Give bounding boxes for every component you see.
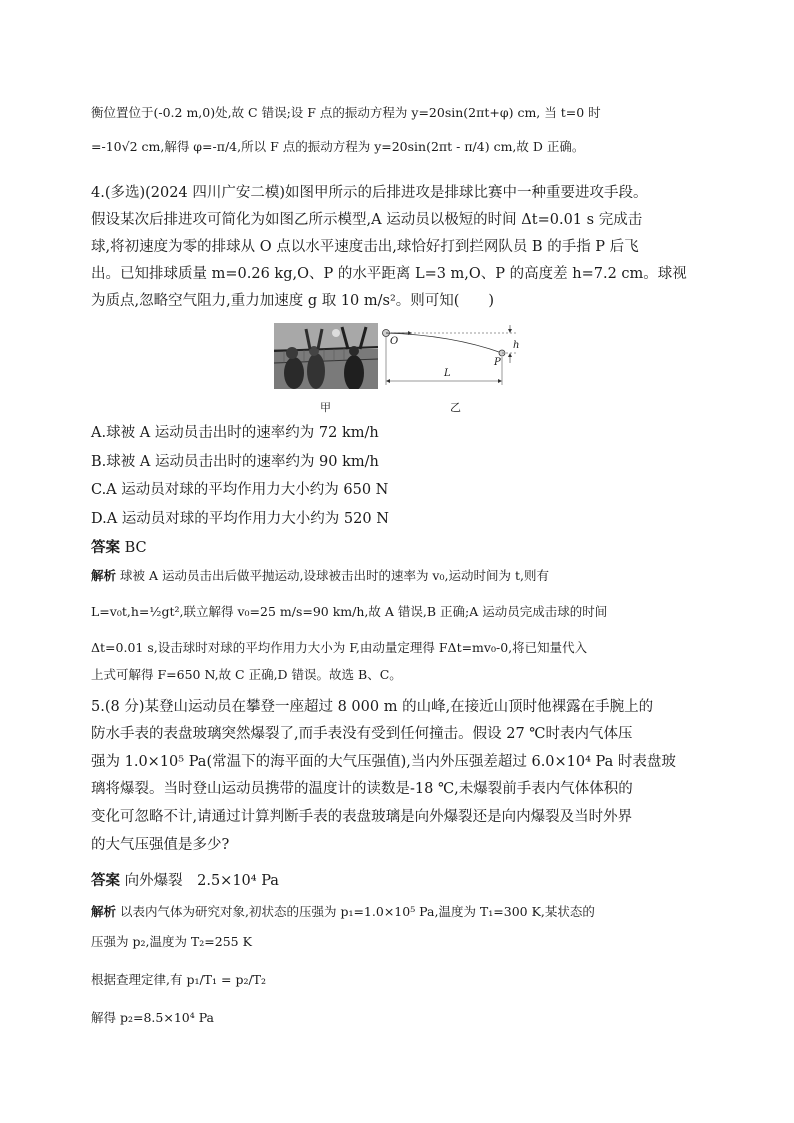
answer-value: 向外爆裂 2.5×10⁴ Pa (124, 873, 279, 889)
volleyball-photo (274, 323, 378, 389)
q5-answer (91, 869, 724, 890)
q4-solution-line-3: Δt=0.01 s,设击球时对球的平均作用力大小为 F,由动量定理得 FΔt=mv₀-0,将已知量代入 (91, 640, 588, 655)
q4-stem-line-2: 假设某次后排进攻可简化为如图乙所示模型,A 运动员以极短的时间 Δt=0.01 s 完成击 (91, 212, 643, 228)
q4-stem-line-4: 出。已知排球质量 m=0.26 kg,O、P 的水平距离 L=3 m,O、P 的高度差 h=7.2 cm。球视 (91, 266, 687, 282)
q4-solution-line-1: 解析 球被 A 运动员击出后做平抛运动,设球被击出时的速率为 v₀,运动时间为 t,则有 (91, 568, 549, 583)
caption-yi: 乙 (450, 401, 461, 414)
q4-option-b: B.球被 A 运动员击出时的速率约为 90 km/h (91, 454, 379, 470)
q4-option-a: A.球被 A 运动员击出时的速率约为 72 km/h (91, 425, 379, 441)
answer-label: 答案 (91, 873, 120, 889)
q4-figure (274, 323, 524, 415)
solution-label: 解析 (91, 904, 117, 919)
solution-label: 解析 (91, 568, 117, 583)
q4-stem-line-5: 为质点,忽略空气阻力,重力加速度 g 取 10 m/s²。则可知( ) (91, 293, 495, 309)
q4-stem-line-1: 4.(多选)(2024 四川广安二模)如图甲所示的后排进攻是排球比赛中一种重要进攻手段。 (91, 185, 648, 201)
q5-solution-line-1: 解析 以表内气体为研究对象,初状态的压强为 p₁=1.0×10⁵ Pa,温度为 T₁=300 K,某状态的 (91, 904, 595, 919)
q5-stem-line-4: 璃将爆裂。当时登山运动员携带的温度计的读数是-18 ℃,未爆裂前手表内气体体积的 (91, 781, 633, 797)
q5-stem-line-6: 的大气压强值是多少? (91, 837, 230, 853)
q5-solution-line-3: 根据查理定律,有 p₁/T₁ = p₂/T₂ (91, 972, 267, 987)
label-O: O (390, 336, 399, 347)
answer-label: 答案 (91, 540, 120, 556)
q4-option-d: D.A 运动员对球的平均作用力大小约为 520 N (91, 511, 389, 527)
q5-stem-line-3: 强为 1.0×10⁵ Pa(常温下的海平面的大气压强值),当内外压强差超过 6.0×10⁴ Pa 时表盘玻 (91, 754, 676, 770)
label-P: P (494, 357, 501, 368)
answer-value: BC (124, 540, 147, 556)
q4-option-c: C.A 运动员对球的平均作用力大小约为 650 N (91, 482, 389, 498)
q5-stem-line-5: 变化可忽略不计,请通过计算判断手表的表盘玻璃是向外爆裂还是向内爆裂及当时外界 (91, 809, 633, 825)
q4-solution-line-4: 上式可解得 F=650 N,故 C 正确,D 错误。故选 B、C。 (91, 667, 402, 682)
prev-solution-line-2: =-10√2 cm,解得 φ=-π/4,所以 F 点的振动方程为 y=20sin(2πt - π/4) cm,故 D 正确。 (91, 139, 585, 154)
q4-stem-line-3: 球,将初速度为零的排球从 O 点以水平速度击出,球恰好打到拦网队员 B 的手指 P 后飞 (91, 239, 639, 255)
label-L: L (444, 368, 451, 379)
q4-answer (91, 536, 724, 557)
q5-stem-line-2: 防水手表的表盘玻璃突然爆裂了,而手表没有受到任何撞击。假设 27 ℃时表内气体压 (91, 726, 633, 742)
q5-stem-line-1: 5.(8 分)某登山运动员在攀登一座超过 8 000 m 的山峰,在接近山顶时他裸露在手腕上的 (91, 699, 654, 715)
caption-jia: 甲 (320, 401, 331, 414)
diagram (382, 323, 524, 389)
prev-solution-line-1: 衡位置位于(-0.2 m,0)处,故 C 错误;设 F 点的振动方程为 y=20sin(2πt+φ) cm, 当 t=0 时 (91, 105, 601, 120)
q5-solution-line-4: 解得 p₂=8.5×10⁴ Pa (91, 1010, 215, 1025)
q4-solution-line-2: L=v₀t,h=½gt²,联立解得 v₀=25 m/s=90 km/h,故 A 错误,B 正确;A 运动员完成击球的时间 (91, 604, 608, 619)
q5-solution-line-2: 压强为 p₂,温度为 T₂=255 K (91, 934, 252, 949)
label-h: h (513, 340, 520, 351)
